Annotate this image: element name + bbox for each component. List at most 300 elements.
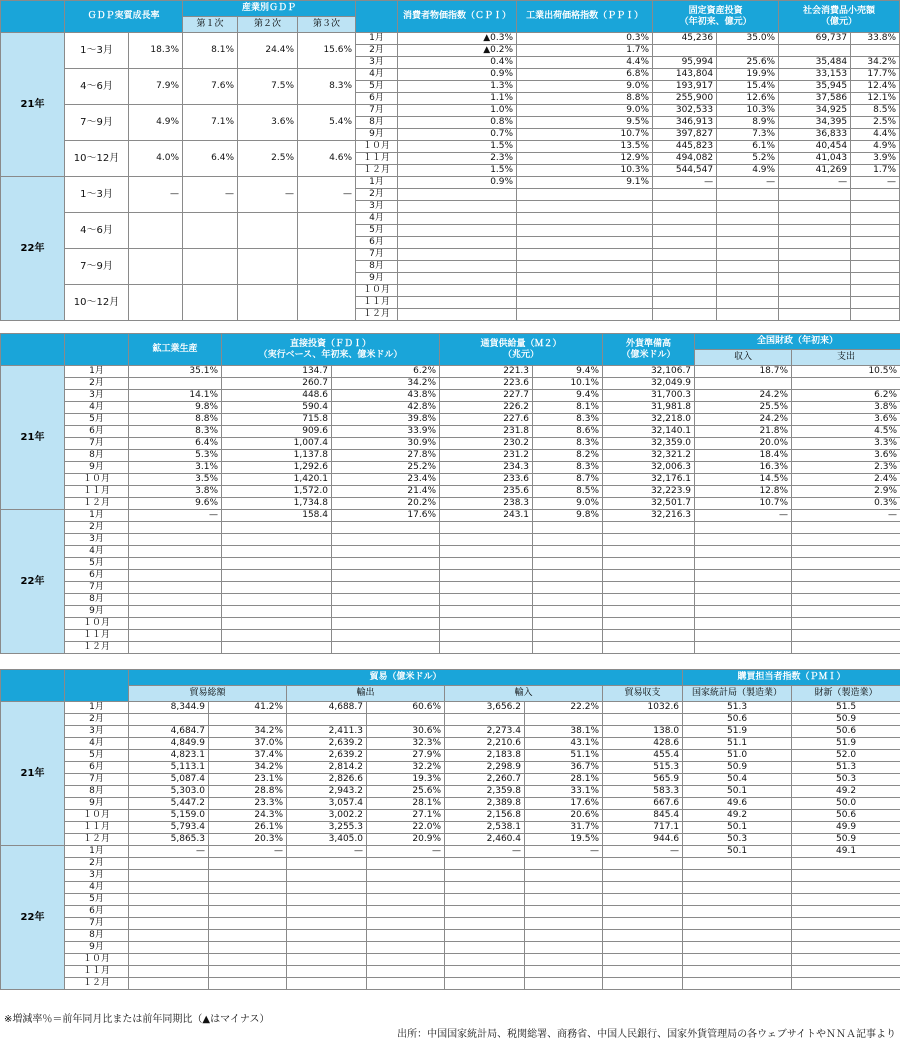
nbs-pmi-cell: 50.1 [683, 822, 792, 834]
retail-value-cell [779, 225, 851, 237]
retail-value-cell [779, 45, 851, 57]
fiscal-expenditure-cell: 2.9% [792, 486, 900, 498]
table-row [1, 714, 900, 726]
gdp-growth-cell: — [129, 177, 183, 213]
month-label: 6月 [65, 426, 129, 438]
exports-growth-cell [367, 954, 445, 966]
fai-value-cell: 95,994 [653, 57, 717, 69]
imports-cell [445, 954, 525, 966]
nbs-pmi-cell [683, 942, 792, 954]
tertiary-sector-cell [298, 213, 356, 249]
month-label: １１月 [65, 486, 129, 498]
cpi-cell: 1.0% [398, 105, 517, 117]
nbs-pmi-cell [683, 930, 792, 942]
fiscal-expenditure-cell: 0.3% [792, 498, 900, 510]
exports-growth-cell: 30.6% [367, 726, 445, 738]
fai-header [653, 1, 779, 33]
fai-value-cell [653, 261, 717, 273]
ppi-cell [517, 309, 653, 321]
fdi-growth-cell: 21.4% [332, 486, 440, 498]
corner-cell [1, 670, 65, 702]
total-trade-cell: 5,447.2 [129, 798, 209, 810]
caixin-pmi-cell: 49.2 [792, 786, 900, 798]
fdi-value-cell: 1,420.1 [222, 474, 332, 486]
table-row [1, 726, 900, 738]
trade-balance-cell: 845.4 [603, 810, 683, 822]
fiscal-revenue-cell [695, 630, 792, 642]
caixin-pmi-cell [792, 930, 900, 942]
nbs-pmi-cell: 51.0 [683, 750, 792, 762]
table-row [1, 414, 900, 426]
fai-value-cell: 45,236 [653, 33, 717, 45]
month-label: 9月 [65, 942, 129, 954]
total-trade-cell: 8,344.9 [129, 702, 209, 714]
fiscal-expenditure-cell [792, 630, 900, 642]
month-label: 1月 [356, 33, 398, 45]
year-label: 22年 [1, 177, 65, 321]
total-trade-growth-cell [209, 966, 287, 978]
total-trade-growth-cell [209, 870, 287, 882]
exports-cell: 3,057.4 [287, 798, 367, 810]
imports-cell [445, 942, 525, 954]
fdi-value-cell [222, 606, 332, 618]
tertiary-sector-cell: — [298, 177, 356, 213]
fdi-value-cell: 590.4 [222, 402, 332, 414]
gdp-price-table [0, 0, 900, 321]
trade-balance-cell [603, 954, 683, 966]
retail-value-cell [779, 213, 851, 225]
nbs-pmi-cell: 49.2 [683, 810, 792, 822]
fiscal-expenditure-cell: 2.3% [792, 462, 900, 474]
total-trade-cell [129, 930, 209, 942]
total-trade-growth-cell [209, 978, 287, 990]
caixin-pmi-cell: 51.5 [792, 702, 900, 714]
cpi-cell: 0.8% [398, 117, 517, 129]
fdi-growth-cell: 33.9% [332, 426, 440, 438]
nbs-pmi-header: 国家統計局（製造業） [683, 686, 792, 702]
fx-reserve-cell: 32,216.3 [603, 510, 695, 522]
table-row [1, 642, 900, 654]
fai-growth-cell: 6.1% [717, 141, 779, 153]
cpi-cell [398, 273, 517, 285]
fdi-growth-cell [332, 558, 440, 570]
fx-reserve-cell: 32,106.7 [603, 366, 695, 378]
total-trade-cell [129, 954, 209, 966]
exports-growth-cell [367, 906, 445, 918]
caixin-pmi-cell: 51.9 [792, 738, 900, 750]
fdi-value-cell [222, 582, 332, 594]
total-trade-cell: 5,303.0 [129, 786, 209, 798]
m2-value-cell [440, 522, 533, 534]
fai-growth-cell: 10.3% [717, 105, 779, 117]
fai-value-cell [653, 309, 717, 321]
total-trade-cell [129, 894, 209, 906]
exports-cell [287, 870, 367, 882]
ppi-cell: 10.3% [517, 165, 653, 177]
m2-growth-cell: 8.3% [533, 438, 603, 450]
trade-balance-cell: 667.6 [603, 798, 683, 810]
industrial-output-header: 鉱工業生産 [129, 334, 222, 366]
fiscal-revenue-cell [695, 534, 792, 546]
fx-reserve-cell [603, 642, 695, 654]
imports-growth-cell: 43.1% [525, 738, 603, 750]
fai-value-cell [653, 249, 717, 261]
imports-growth-cell [525, 930, 603, 942]
table-row [1, 582, 900, 594]
gdp-growth-cell: 18.3% [129, 33, 183, 69]
trade-balance-cell [603, 894, 683, 906]
fiscal-revenue-cell [695, 642, 792, 654]
month-label: 8月 [65, 786, 129, 798]
retail-value-cell: 33,153 [779, 69, 851, 81]
retail-value-cell: 41,269 [779, 165, 851, 177]
fai-value-cell [653, 297, 717, 309]
secondary-sector-cell: 24.4% [238, 33, 298, 69]
ppi-cell [517, 237, 653, 249]
m2-value-cell [440, 558, 533, 570]
caixin-pmi-cell [792, 918, 900, 930]
retail-value-cell [779, 261, 851, 273]
total-trade-growth-cell [209, 714, 287, 726]
fx-reserve-cell [603, 534, 695, 546]
trade-balance-cell: 583.3 [603, 786, 683, 798]
total-trade-cell [129, 870, 209, 882]
total-trade-cell: 4,823.1 [129, 750, 209, 762]
fiscal-revenue-cell [695, 546, 792, 558]
table-row [1, 810, 900, 822]
fai-growth-cell [717, 309, 779, 321]
fai-growth-cell: 4.9% [717, 165, 779, 177]
corner-cell [1, 1, 65, 33]
table-row [1, 486, 900, 498]
fdi-growth-cell: 23.4% [332, 474, 440, 486]
industrial-output-cell [129, 618, 222, 630]
m2-value-cell: 233.6 [440, 474, 533, 486]
fiscal-expenditure-cell [792, 522, 900, 534]
primary-sector-cell [183, 213, 238, 249]
imports-cell: 2,389.8 [445, 798, 525, 810]
imports-cell [445, 906, 525, 918]
retail-value-cell: 35,484 [779, 57, 851, 69]
secondary-sector-header: 第２次 [238, 17, 298, 33]
imports-growth-cell: — [525, 846, 603, 858]
cpi-cell: 0.9% [398, 177, 517, 189]
table-row [1, 378, 900, 390]
trade-balance-cell [603, 966, 683, 978]
fai-growth-cell [717, 189, 779, 201]
fx-reserve-cell: 32,176.1 [603, 474, 695, 486]
year-label: 21年 [1, 366, 65, 510]
retail-growth-cell [851, 237, 900, 249]
retail-value-cell: 34,925 [779, 105, 851, 117]
imports-cell: 2,260.7 [445, 774, 525, 786]
total-trade-cell: 5,793.4 [129, 822, 209, 834]
exports-growth-cell: 60.6% [367, 702, 445, 714]
retail-value-cell: 35,945 [779, 81, 851, 93]
sector-gdp-header: 産業別ＧＤＰ [183, 1, 356, 17]
trade-balance-cell [603, 858, 683, 870]
total-trade-growth-cell: 23.3% [209, 798, 287, 810]
fdi-value-cell: 134.7 [222, 366, 332, 378]
fiscal-header: 全国財政（年初来） [695, 334, 900, 350]
fx-reserve-cell [603, 570, 695, 582]
trade-balance-cell: 717.1 [603, 822, 683, 834]
exports-cell [287, 882, 367, 894]
month-label: 1月 [65, 366, 129, 378]
month-label: 6月 [356, 93, 398, 105]
trade-balance-cell: 565.9 [603, 774, 683, 786]
fai-value-cell [653, 189, 717, 201]
fdi-growth-cell [332, 534, 440, 546]
fx-header-line1: 外貨準備高 [626, 338, 672, 349]
imports-growth-cell [525, 918, 603, 930]
imports-cell: — [445, 846, 525, 858]
imports-growth-cell: 20.6% [525, 810, 603, 822]
nbs-pmi-cell: 49.6 [683, 798, 792, 810]
nbs-pmi-cell [683, 882, 792, 894]
ppi-cell [517, 201, 653, 213]
retail-growth-cell: 34.2% [851, 57, 900, 69]
month-label: １２月 [65, 498, 129, 510]
fiscal-expenditure-cell [792, 534, 900, 546]
month-label: 2月 [65, 378, 129, 390]
exports-cell [287, 930, 367, 942]
total-trade-growth-cell [209, 930, 287, 942]
imports-growth-cell [525, 906, 603, 918]
fai-growth-cell: 5.2% [717, 153, 779, 165]
imports-cell [445, 714, 525, 726]
table-row [1, 522, 900, 534]
table-row [1, 978, 900, 990]
fiscal-revenue-cell [695, 378, 792, 390]
table-row [1, 438, 900, 450]
fai-value-cell: 494,082 [653, 153, 717, 165]
tertiary-sector-cell: 5.4% [298, 105, 356, 141]
retail-header-line1: 社会消費品小売額 [803, 5, 876, 16]
fx-reserve-cell: 32,223.9 [603, 486, 695, 498]
ppi-cell: 1.7% [517, 45, 653, 57]
retail-value-cell [779, 201, 851, 213]
trade-balance-cell: 138.0 [603, 726, 683, 738]
table-row [1, 618, 900, 630]
retail-growth-cell: 3.9% [851, 153, 900, 165]
table-row [1, 822, 900, 834]
fiscal-expenditure-cell: 3.6% [792, 414, 900, 426]
total-trade-growth-cell [209, 858, 287, 870]
fx-reserve-cell [603, 630, 695, 642]
month-label: 7月 [65, 918, 129, 930]
m2-growth-cell: 9.4% [533, 390, 603, 402]
month-label: 7月 [65, 438, 129, 450]
nbs-pmi-cell: 51.3 [683, 702, 792, 714]
nbs-pmi-cell [683, 906, 792, 918]
total-trade-header: 貿易総額 [129, 686, 287, 702]
exports-growth-cell [367, 930, 445, 942]
m2-growth-cell [533, 570, 603, 582]
fai-growth-cell [717, 273, 779, 285]
table-row [1, 738, 900, 750]
fdi-value-cell [222, 618, 332, 630]
retail-growth-cell: 2.5% [851, 117, 900, 129]
table-row [1, 390, 900, 402]
table-row [1, 450, 900, 462]
fiscal-expenditure-cell: — [792, 510, 900, 522]
imports-cell: 2,210.6 [445, 738, 525, 750]
exports-cell: 2,814.2 [287, 762, 367, 774]
ppi-cell: 9.1% [517, 177, 653, 189]
retail-growth-cell [851, 309, 900, 321]
footnote: ※増減率％＝前年同月比または前年同期比（▲はマイナス） [4, 1014, 270, 1025]
cpi-header: 消費者物価指数（ＣＰＩ） [398, 1, 517, 33]
imports-cell: 2,273.4 [445, 726, 525, 738]
fx-reserve-cell: 32,218.0 [603, 414, 695, 426]
table-row [1, 498, 900, 510]
year-label: 22年 [1, 846, 65, 990]
imports-growth-cell: 17.6% [525, 798, 603, 810]
table-row [1, 558, 900, 570]
caixin-pmi-cell: 49.9 [792, 822, 900, 834]
fdi-growth-cell: 25.2% [332, 462, 440, 474]
exports-cell: 4,688.7 [287, 702, 367, 714]
cpi-cell: 0.4% [398, 57, 517, 69]
total-trade-cell [129, 906, 209, 918]
exports-growth-cell [367, 870, 445, 882]
fiscal-revenue-cell: 10.7% [695, 498, 792, 510]
month-label: 7月 [65, 582, 129, 594]
m2-value-cell [440, 582, 533, 594]
month-label: 7月 [356, 105, 398, 117]
fiscal-expenditure-cell [792, 618, 900, 630]
month-label: １０月 [65, 618, 129, 630]
table-row [1, 141, 900, 153]
cpi-cell: ▲0.3% [398, 33, 517, 45]
fai-growth-cell: 19.9% [717, 69, 779, 81]
fai-value-cell [653, 201, 717, 213]
table-row [1, 942, 900, 954]
month-label: 1月 [65, 702, 129, 714]
quarter-label: 10～12月 [65, 285, 129, 321]
quarter-label: 7～9月 [65, 249, 129, 285]
table-row [1, 213, 900, 225]
caixin-pmi-cell: 50.6 [792, 810, 900, 822]
fdi-value-cell [222, 594, 332, 606]
retail-growth-cell: 12.1% [851, 93, 900, 105]
fiscal-revenue-cell: 24.2% [695, 414, 792, 426]
retail-growth-cell: 4.9% [851, 141, 900, 153]
m2-value-cell [440, 546, 533, 558]
trade-balance-cell [603, 978, 683, 990]
fiscal-revenue-cell: 25.5% [695, 402, 792, 414]
total-trade-cell: 5,865.3 [129, 834, 209, 846]
retail-value-cell [779, 273, 851, 285]
industrial-output-cell: 9.6% [129, 498, 222, 510]
ppi-cell: 4.4% [517, 57, 653, 69]
total-trade-cell [129, 882, 209, 894]
exports-cell [287, 954, 367, 966]
quarter-label: 4～6月 [65, 213, 129, 249]
ppi-cell [517, 261, 653, 273]
fiscal-revenue-cell [695, 570, 792, 582]
cpi-cell [398, 225, 517, 237]
month-label: 4月 [65, 402, 129, 414]
imports-cell [445, 894, 525, 906]
fiscal-expenditure-cell [792, 582, 900, 594]
primary-sector-cell: — [183, 177, 238, 213]
nbs-pmi-cell: 50.4 [683, 774, 792, 786]
total-trade-cell: 5,087.4 [129, 774, 209, 786]
caixin-pmi-cell [792, 942, 900, 954]
m2-growth-cell: 8.5% [533, 486, 603, 498]
industrial-output-cell [129, 630, 222, 642]
primary-sector-cell [183, 249, 238, 285]
primary-sector-cell: 6.4% [183, 141, 238, 177]
fx-reserve-cell [603, 606, 695, 618]
trade-balance-cell [603, 882, 683, 894]
ppi-cell [517, 225, 653, 237]
fai-header-line2: （年初来、億元） [679, 16, 752, 27]
fdi-value-cell: 158.4 [222, 510, 332, 522]
industrial-output-cell: 8.3% [129, 426, 222, 438]
exports-growth-cell [367, 942, 445, 954]
m2-value-cell [440, 606, 533, 618]
fx-reserve-cell: 32,359.0 [603, 438, 695, 450]
month-label: 8月 [65, 594, 129, 606]
caixin-pmi-cell: 52.0 [792, 750, 900, 762]
industrial-output-cell: — [129, 510, 222, 522]
cpi-cell [398, 309, 517, 321]
fai-growth-cell [717, 201, 779, 213]
fai-growth-cell [717, 297, 779, 309]
month-label: 1月 [356, 177, 398, 189]
fdi-value-cell [222, 630, 332, 642]
fiscal-revenue-cell: — [695, 510, 792, 522]
month-label: 1月 [65, 846, 129, 858]
industrial-output-cell: 9.8% [129, 402, 222, 414]
caixin-pmi-cell [792, 882, 900, 894]
fdi-value-cell: 1,137.8 [222, 450, 332, 462]
imports-growth-cell [525, 870, 603, 882]
fdi-growth-cell: 20.2% [332, 498, 440, 510]
exports-cell [287, 894, 367, 906]
fai-growth-cell [717, 213, 779, 225]
cpi-cell: 1.1% [398, 93, 517, 105]
ppi-cell [517, 273, 653, 285]
exports-growth-cell: 20.9% [367, 834, 445, 846]
m2-header-line2: （兆元） [503, 349, 540, 360]
m2-growth-cell: 9.8% [533, 510, 603, 522]
total-trade-growth-cell: 41.2% [209, 702, 287, 714]
caixin-pmi-cell [792, 906, 900, 918]
gdp-growth-cell: 4.9% [129, 105, 183, 141]
table-row [1, 894, 900, 906]
retail-growth-cell: 12.4% [851, 81, 900, 93]
imports-growth-cell [525, 942, 603, 954]
m2-growth-cell: 8.1% [533, 402, 603, 414]
ppi-cell: 9.0% [517, 105, 653, 117]
imports-cell [445, 870, 525, 882]
tertiary-sector-cell [298, 285, 356, 321]
imports-growth-cell: 38.1% [525, 726, 603, 738]
m2-growth-cell [533, 630, 603, 642]
m2-growth-cell [533, 546, 603, 558]
cpi-cell [398, 213, 517, 225]
fdi-value-cell [222, 534, 332, 546]
total-trade-growth-cell: 24.3% [209, 810, 287, 822]
trade-balance-cell: 515.3 [603, 762, 683, 774]
total-trade-cell: 4,849.9 [129, 738, 209, 750]
exports-cell: 3,002.2 [287, 810, 367, 822]
ppi-cell: 10.7% [517, 129, 653, 141]
